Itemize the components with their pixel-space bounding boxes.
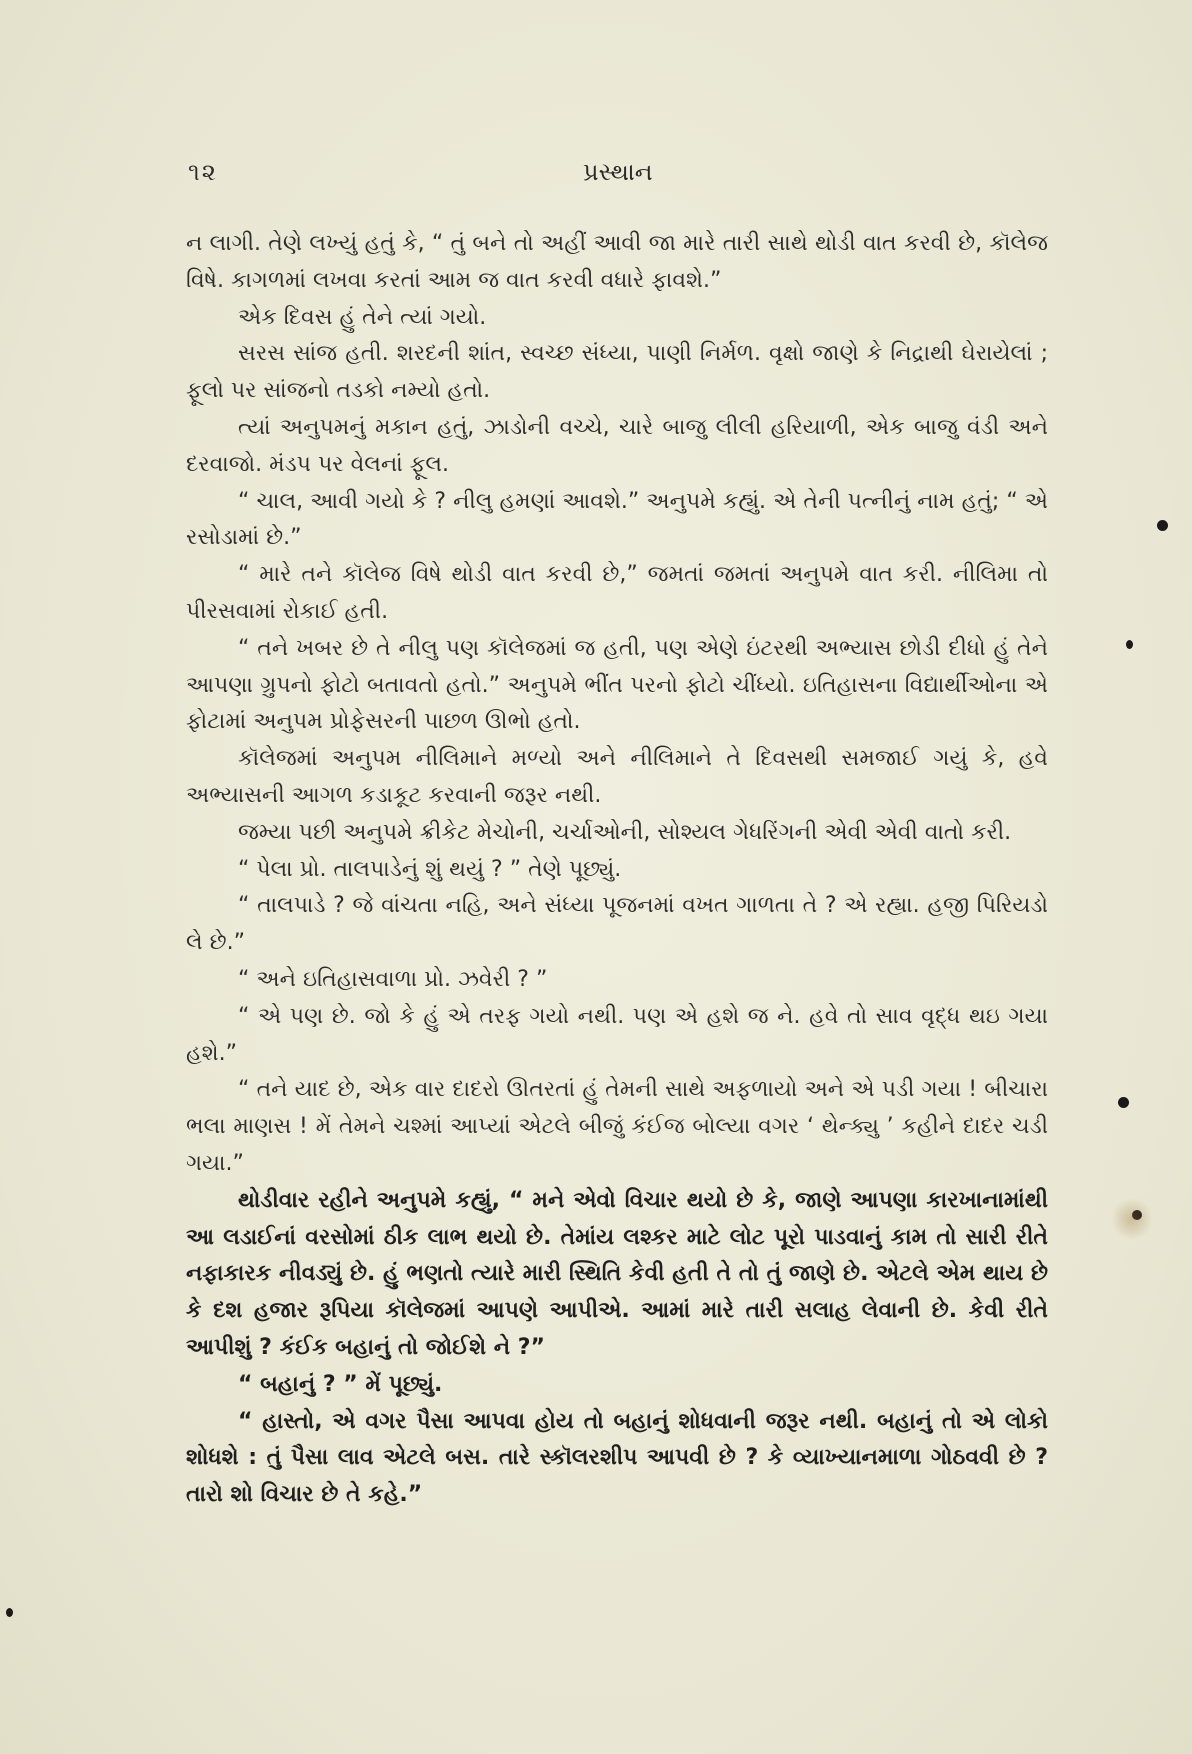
ink-speck [6,1608,13,1617]
paragraph: ન લાગી. તેણે લખ્યું હતું કે, “ તું બને તો અહીં આવી જા મારે તારી સાથે થોડી વાત કરવી છે, કૉલેજ વિષે. કાગળમાં લખવા કરતાં આમ જ વાત કરવી વધારે ફાવશે.” [186,231,1048,293]
body-text [186,226,1048,1514]
paragraph: “ તને યાદ છે, એક વાર દાદરો ઊતરતાં હું તેમની સાથે અફળાયો અને એ પડી ગયા ! બીચારા ભલા માણસ ! મેં તેમને ચશ્માં આપ્યાં એટલે બીજું કંઈજ બોલ્યા વગર ‘ થેન્ક્યુ ’ કહીને દાદર ચડી ગયા.” [186,1077,1048,1176]
ink-speck [1126,640,1133,649]
paragraph: ત્યાં અનુપમનું મકાન હતું, ઝાડોની વચ્ચે, ચારે બાજુ લીલી હરિયાળી, એક બાજુ વંડી અને દરવાજો. મંડપ પર વેલનાં ફૂલ. [186,414,1048,477]
paragraph: થોડીવાર રહીને અનુપમે કહ્યું, “ મને એવો વિચાર થયો છે કે, જાણે આપણા કારખાનામાંથી આ લડાઈનાં વરસોમાં ઠીક લાભ થયો છે. તેમાંય લશ્કર માટે લોટ પૂરો પાડવાનું કામ તો સારી રીતે નફાકારક નીવડ્યું છે. હું ભણતો ત્યારે મારી સ્થિતિ કેવી હતી તે તો તું જાણે છે. એટલે એમ થાય છે કે દશ હજાર રૂપિયા કૉલેજમાં આપણે આપીએ. આમાં મારે તારી સલાહ લેવાની છે. કેવી રીતે આપીશું ? કંઈક બહાનું તો જોઈશે ને ?” [186,1187,1048,1360]
paragraph: “ એ પણ છે. જો કે હું એ તરફ ગયો નથી. પણ એ હશે જ ને. હવે તો સાવ વૃદ્ધ થઇ ગયા હશે.” [186,1003,1048,1066]
running-title: પ્રસ્થાન [583,158,653,186]
page-header [0,158,1192,194]
paragraph: એક દિવસ હું તેને ત્યાં ગયો. [238,304,487,330]
paragraph: જમ્યા પછી અનુપમે ક્રીકેટ મેચોની, ચર્ચાઓની, સોશ્યલ ગેધરિંગની એવી એવી વાતો કરી. [238,819,1012,845]
paragraph: કૉલેજમાં અનુપમ નીલિમાને મળ્યો અને નીલિમાને તે દિવસથી સમજાઈ ગયું કે, હવે અભ્યાસની આગળ કડાકૂટ કરવાની જરૂર નથી. [186,746,1048,808]
foxing-stain [1112,1196,1152,1242]
paragraph: “ તને ખબર છે તે નીલુ પણ કૉલેજમાં જ હતી, પણ એણે ઇંટરથી અભ્યાસ છોડી દીધો હું તેને આપણા ગ્રુપનો ફોટો બતાવતો હતો.” અનુપમે ભીંત પરનો ફોટો ચીંધ્યો. ઇતિહાસના વિદ્યાર્થીઓના એ ફોટામાં અનુપમ પ્રોફેસરની પાછળ ઊભો હતો. [186,635,1048,735]
page-number: ૧૨ [188,158,218,186]
paragraph: “ પેલા પ્રો. તાલપાડેનું શું થયું ? ” તેણે પૂછ્યું. [238,856,622,882]
paragraph: “ બહાનું ? ” મેં પૂછ્યું. [238,1371,443,1397]
paragraph: સરસ સાંજ હતી. શરદની શાંત, સ્વચ્છ સંધ્યા, પાણી નિર્મળ. વૃક્ષો જાણે કે નિદ્રાથી ઘેરાયેલાં ; ફૂલો પર સાંજનો તડકો નમ્યો હતો. [186,341,1048,404]
ink-speck [1157,520,1168,531]
paragraph: “ હાસ્તો, એ વગર પૈસા આપવા હોય તો બહાનું શોધવાની જરૂર નથી. બહાનું તો એ લોકો શોધશે : તું પૈસા લાવ એટલે બસ. તારે સ્કૉલરશીપ આપવી છે ? કે વ્યાખ્યાનમાળા ગોઠવવી છે ? તારો શો વિચાર છે તે કહે.” [186,1408,1048,1508]
paragraph: “ મારે તને કૉલેજ વિષે થોડી વાત કરવી છે,” જમતાં જમતાં અનુપમે વાત કરી. નીલિમા તો પીરસવામાં રોકાઈ હતી. [186,562,1048,624]
paragraph: “ તાલપાડે ? જે વાંચતા નહિ, અને સંધ્યા પૂજનમાં વખત ગાળતા તે ? એ રહ્યા. હજી પિરિયડો લે છે.” [186,893,1048,956]
ink-speck [1118,1097,1129,1108]
paragraph: “ અને ઇતિહાસવાળા પ્રો. ઝવેરી ? ” [238,966,548,992]
paragraph: “ ચાલ, આવી ગયો કે ? નીલુ હમણાં આવશે.” અનુપમે કહ્યું. એ તેની પત્નીનું નામ હતું; “ એ રસોડામાં છે.” [186,488,1048,551]
